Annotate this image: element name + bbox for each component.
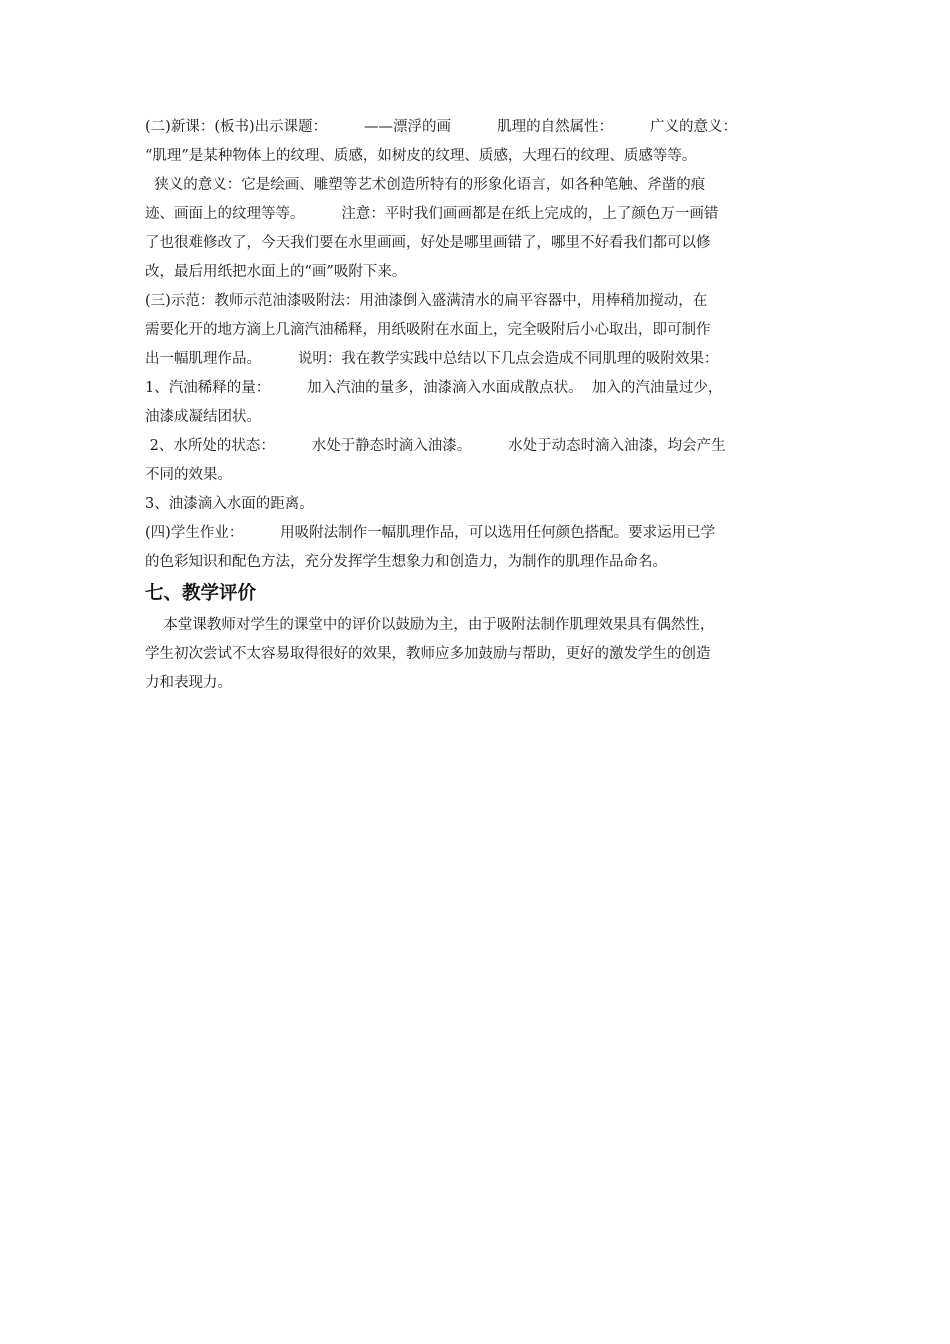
text-line: 改，最后用纸把水面上的“画”吸附下来。: [145, 264, 407, 280]
text-line: (三)示范：教师示范油漆吸附法：用油漆倒入盛满清水的扁平容器中，用棒稍加搅动，在: [145, 293, 708, 309]
section-heading: 七、教学评价: [145, 583, 257, 604]
text-line: 不同的效果。: [145, 467, 232, 483]
text-line: 狭义的意义：它是绘画、雕塑等艺术创造所特有的形象化语言，如各种笔触、斧凿的痕: [145, 177, 706, 193]
text-line: 2、水所处的状态： 水处于静态时滴入油漆。 水处于动态时滴入油漆，均会产生: [145, 438, 726, 454]
text-line: 需要化开的地方滴上几滴汽油稀释，用纸吸附在水面上，完全吸附后小心取出，即可制作: [145, 322, 711, 338]
text-line: 本堂课教师对学生的课堂中的评价以鼓励为主，由于吸附法制作肌理效果具有偶然性，: [145, 617, 715, 633]
text-line: 力和表现力。: [145, 675, 232, 691]
text-line: (四)学生作业： 用吸附法制作一幅肌理作品，可以选用任何颜色搭配。要求运用已学: [145, 525, 716, 541]
text-line: 出一幅肌理作品。 说明：我在教学实践中总结以下几点会造成不同肌理的吸附效果：: [145, 351, 719, 367]
text-line: 3、油漆滴入水面的距离。: [145, 496, 314, 512]
text-line: 的色彩知识和配色方法，充分发挥学生想象力和创造力，为制作的肌理作品命名。: [145, 554, 667, 570]
text-line: (二)新课：(板书)出示课题： ——漂浮的画 肌理的自然属性： 广义的意义：: [145, 119, 737, 135]
text-line: 了也很难修改了，今天我们要在水里画画，好处是哪里画错了，哪里不好看我们都可以修: [145, 235, 711, 251]
text-line: 油漆成凝结团状。: [145, 409, 261, 425]
text-line: 学生初次尝试不太容易取得很好的效果，教师应多加鼓励与帮助，更好的激发学生的创造: [145, 646, 711, 662]
text-line: “肌理”是某种物体上的纹理、质感，如树皮的纹理、质感，大理石的纹理、质感等等。: [145, 148, 697, 164]
document-body: [145, 113, 807, 698]
text-line: 迹、画面上的纹理等等。 注意：平时我们画画都是在纸上完成的，上了颜色万一画错: [145, 206, 719, 222]
text-line: 1、汽油稀释的量： 加入汽油的量多，油漆滴入水面成散点状。 加入的汽油量过少，: [145, 380, 723, 396]
